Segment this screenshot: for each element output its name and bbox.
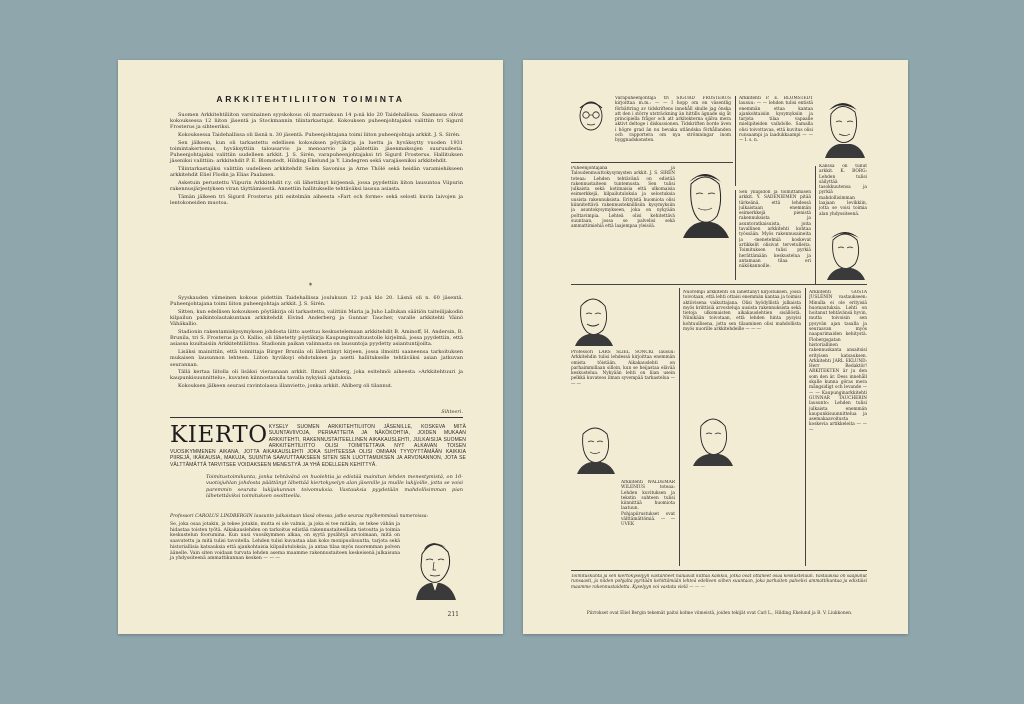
portrait-sonck-icon bbox=[571, 290, 615, 346]
kierto-intro-caps: KYSELY SUOMEN ARKKITEHTILIITON JÄSENILLE, KOSKEVA MITÄ SUUNTAVIIVOJA, PERIAATTEITA JA NÄKÖKOHTIA, JOIDEN MUKAAN ARKKITEHTI, RAKENNUSTAITEELLINEN AIKAKAUSLEHTI, JULKAISIJA SUOMEN ARKKITEHTILIITTO OLISI TOIMITETTAVA NYT ALKAVAN TOISEN VUOSIKYMMENEN AIKANA, JOTTA AIKAKAUSLEHTI JOKA SUHTEESSA OLISI OMIAAN TYYDYTTÄMÄÄN KAIKKIA PIIREJÄ, IKÄKAUSIA, MAKUJA, SUUNTIA SAAVUTTAAKSEEN SITEN SEN LUOTTAMUKSEN JA ARVONANNON, JOTA SE VÄLTTÄMÄTTÄ TARVITSEE VOIDAKSEEN MENESTYÄ JA YHÄ EDELLEEN KEHITTYÄ. bbox=[170, 424, 466, 468]
portrait-sketch-icon bbox=[689, 410, 735, 466]
siren-reply bbox=[571, 166, 675, 280]
column-divider bbox=[815, 166, 816, 284]
illustration-credits: Piirrokset ovat Eliel Bergin tekemät paitsi kolme viimeistä, joiden tekijät ovat Carl L., Hilding Ekelund ja B. V. Liukkonen. bbox=[586, 611, 853, 616]
borg-reply bbox=[819, 164, 867, 222]
paragraph: Puheenjohtajana ja Taloudenmuuttokysymysten arkkit. J. S. SIRÉN toteaa: Lehden tehtävänä on edistää rakennustaiteen tuntemusta. Sen tulisi julkaista sekä kotimaisia että ulkomaisia esimerkkejä, kilpailutuloksia ja selostuksia uusista rakennuksista. Erityistä huomiota olisi kiinnitettävä rakennusteknillisiin kysymyksiin ja asuntokysymykseen, joka on nykyään polttavimpia. Lehteä olisi kehitettävä suuntaan, jossa se palvelisi sekä ammattimiehiä että laajempaa yleisöä. bbox=[571, 166, 675, 230]
column-divider bbox=[679, 288, 680, 566]
paragraph: Sen jälkeen, kun oli tarkastettu edellisen kokouksen pöytäkirja ja luettu ja hyväksytty vuoden 1931 toimintakertomus, hyväksyttiin talousarvio ja menoarvio ja päätettiin jäsenmaksujen suuruudesta. Puheenjohtajaksi valittiin uudelleen arkkit. J. S. Sirén, varapuheenjohtajaksi tri Sigurd Frosterus. Hallituksen jäseniksi valittiin: arkkitehdit P. E. Blomstedt, Hilding Ekelund ja Y. Lindegren sekä varajäseniksi arkkitehdit. bbox=[170, 139, 463, 165]
siren-reply-continued bbox=[739, 190, 811, 280]
juslen-eklund-taucher-replies bbox=[809, 290, 867, 566]
young-architect-reply bbox=[683, 290, 801, 402]
paragraph: Arkkitehti WALDEMAR WILENIUS toteaa: Lehden kuvituksen ja tekstin suhteen tulisi kiinnittää huomiota laatuun. Pohjapiirustukset ovat välttämättömiä. — — UVEK bbox=[621, 480, 675, 528]
portrait-wilenius-icon bbox=[573, 420, 617, 474]
portrait-blomstedt-icon bbox=[817, 96, 867, 158]
frosterus-reply bbox=[615, 96, 731, 158]
meeting-report-december bbox=[170, 295, 463, 391]
paragraph: Sitten, kun edellisen kokouksen pöytäkirja oli tarkastettu, valittiin Maria ja Juho Lallukan säätiön taiteilijakodin kilpailun palkintolautakuntaan arkkitehdit Eivind Anderberg ja Gunnar Taucher, varalle arkkitehti Väinö Vähäkallio. bbox=[170, 308, 463, 328]
paragraph: Kokouksessa Taidehallissa oli läsnä n. 30 jäsentä. Puheenjohtajana toimi liiton puheenjohtaja arkkit. J. S. Sirén. bbox=[178, 132, 461, 139]
paragraph: Toimituskunta ja sen kiertokyselyyn vastanneet haluavat kiittää kaikkia, jotka ovat ottaneet osaa keskusteluun. Vastauksia on saapunut runsaasti, ja niiden pohjalta pyritään kehittämään lehteä edelleen siihen suuntaan, joka parhaiten palvelisi ammattikuntaa ja edistäisi maamme rakennustaidetta. Kyselyyn voi vastata vielä — — — bbox=[571, 574, 867, 590]
paragraph: Lisäksi mainittiin, että toimittaja Birger Brunila oli lähettänyt kirjeen, jossa ilmoitti saaneensa tarkoituksen mukaisen lausunnon lehteen. Liiton hyväksyi ehdotuksen ja asetti hallitukselle tehtäväksi asian jatkuvan seurannan. bbox=[170, 349, 463, 368]
portrait-borg-icon bbox=[823, 226, 867, 280]
right-page bbox=[523, 60, 908, 634]
paragraph: Tämän jälkeen tri Sigurd Frosterus piti esitelmän aiheesta »Fart och forme» sekä selosti kuvin laivojen ja lentokoneiden muotoa. bbox=[170, 193, 463, 207]
portrait-frosterus-icon bbox=[571, 96, 611, 140]
paragraph: Asketuin perustettu Viipurin Arkkitehdit r.y. oli lähettänyt kirjeensä, jossa pyydettiin liiton lausuntoa Viipurin rakennusjärjestyksen viran täyttämisestä. Annettiin hallitukselle tehtäväksi lausua asiasta. bbox=[170, 180, 463, 193]
page-number: 211 bbox=[447, 611, 459, 618]
paragraph: Suomen Arkkitehtiliiton varsinainen syyskokous oli marraskuun 14 p:nä klo 20 Taidehallissa. Saamassa olivat kokouksessa 12 liiton jäsentä ja Stockmannin tilintarkastajat. Kokouksen puheenjohtajaksi valittiin tri Sigurd Frosterus ja sihteeriksi. bbox=[170, 112, 463, 131]
paragraph: Sen ylläpidon ja toimittamisen arkkit. Y. SADENIEMEN pitää tärkeänä, että lehdessä julkaistaan enemmän esimerkkejä pienistä rakennuksista ja asuntoratkaisuista, joita tavallinen arkkitehti kohtaa työssään. Myös rakennusaineita ja -menetelmiä koskevat artikkelit olisivat tervetulleita. Toimituksen tulisi pyrkiä herättämään keskustelua ja antamaan tilaa eri näkökannoille. bbox=[739, 190, 811, 270]
kierto-italic-intro: Toimitustoimikunta, jonka tehtävänä on huolehtia ja edistää mainitun lehden menestymistä, on 10-vuotisjuhlan johdosta päättänyt lähettää kiertokyselyn alan jäsenille ja muille lukijoille, jotta se voisi paremmin seurata lukijakunnan toivomuksia. Vastauksia pyydetään mahdollisimman pian lähetettäviksi toimituksen osoitteella. bbox=[206, 474, 463, 499]
portrait-sketch-icon bbox=[404, 530, 464, 600]
kierto-title: KIERTO bbox=[170, 422, 268, 448]
paragraph: Se, joka osaa jotakin, ja tekee jotakin, mutta ei ole valmis, ja joka ei tee mitään, se tekee vähän ja hidastaa toisten työtä. Aikakauslehden on tarkoitus edistää rakennustaiteellista tietoutta ja toimia keskustelun foorumina. Kun uusi vuosikymmen alkaa, on syytä pysähtyä arvioimaan, mitä on saavutettu ja mitä tulisi tavoitella. Lehden tulisi kuvastaa alan koko monipuolisuutta, tarjota sekä historiallisia katsauksia että ajankohtaisia kilpailutuloksia, ja antaa tilaa myös nuoremman polven äänelle. Vain siten voidaan turvata lehden asema maamme rakennustaiteen keskeisenä julkaisuna ja yhdyssiteenä ammattikunnan kesken — — — bbox=[170, 522, 400, 562]
column-divider bbox=[735, 96, 736, 186]
paragraph: Nuorempi arkkitehti on lähettänyt kirjoituksen, jossa toivotaan, että lehti ottaisi enemmän kantaa ja toimisi aktiivisena vaikuttajana. Olisi hyödyllistä julkaista myös kriittisiä arvosteluja uusista rakennuksista sekä tietoja ulkomaisten aikakauslehtien sisällöstä. Niinikään toivotaan, että lehden hinta pysyisi kohtuullisena, jotta sen tilaaminen olisi mahdollista myös nuorille arkkitehdeille — — — bbox=[683, 290, 801, 333]
blomstedt-reply bbox=[739, 96, 813, 186]
editorial-note bbox=[571, 574, 867, 604]
divider bbox=[170, 417, 463, 418]
divider bbox=[571, 284, 867, 285]
paragraph: Arkkitehti P. E. BLOMSTEDT lausuu: — — lehden tulisi entistä enemmän ottaa kantaa ajankohtaisiin kysymyksiin ja tarjota tilaa vapaalle mielipiteiden vaihdolle. Samalla olisi toivottavaa, että kuvitus olisi runsaampi ja laadukkaampi — — — I. s. n. bbox=[739, 96, 813, 144]
portrait-siren-icon bbox=[679, 168, 731, 238]
column-divider bbox=[805, 288, 806, 566]
section-divider-star: * bbox=[308, 282, 313, 290]
signature: Sihteeri. bbox=[441, 409, 463, 415]
paragraph: Varapuheenjohtaja tri SIGURD FROSTERUS kirjoittaa m.m.: — — I hopp om en väsentlig förbättring av tidskriftens innehåll skulle jag önska att den i större utsträckning än hittills ägnade sig åt principiella frågor och att arkitekterna själva mera aktivt deltoge i diskussionen. Tidskriften borde även i högre grad än nu bevaka utländska förhållanden och rapportera om nya strömningar inom byggnadskonsten. bbox=[615, 96, 731, 144]
sonck-reply bbox=[571, 350, 675, 410]
paragraph: Tällä kertaa liitolla oli lisäksi vieraanaan arkkit. Ilmari Ahlberg, joka esitelmöi aiheesta »Arkkitehtuuri ja kaupunkisuunnittelu», kuvaten kiinnostavalla tavalla nykyisiä ajatuksia. bbox=[170, 369, 463, 382]
paragraph: Professori LARS SLIEL SONCKI lausuu: Arkkitehdin tulisi lehdessä kirjoittaa enemmän omista töistään. Aikakauslehti on parhaimmillaan silloin, kun se heijastaa elävää keskustelua. Nykyään lehti on liian usein pelkkä kuvateos ilman syvempää tarkastelua — — — bbox=[571, 350, 675, 387]
divider bbox=[571, 162, 733, 163]
page-title: ARKKITEHTILIITON TOIMINTA bbox=[216, 94, 405, 104]
meeting-report-autumn bbox=[170, 112, 463, 208]
kierto-caption: Professori CAROLUS LINDBERGIN lausunto julkaistaan tässä ohessa, jatko seuraa myöhemmissä numeroissa: bbox=[170, 514, 429, 519]
paragraph: Syyskauden viimeinen kokous pidettiin Taidehallissa joulukuun 12 p:nä klo 20. Läsnä oli n. 60 jäsentä. Puheenjohtajana toimi liiton puheenjohtaja arkkit. J. S. Sirén. bbox=[170, 295, 463, 308]
kierto-heading-block bbox=[170, 424, 466, 468]
column-divider bbox=[735, 190, 736, 280]
paragraph: Kokouksen jälkeen seurasi ravintolassa illanvietto, jonka arkkit. Ahlberg oli tilannut. bbox=[178, 383, 393, 390]
paragraph: Stadionin rakentamiskysymyksen johdosta liitto asettuu keskustelemaan arkkitehdit B. Aminoff, H. Andersin, B. Brunila, tri S. Frosterus ja O. Kallio, oli lähetetty pöytäkirja Kaupunginvaltuustolle kirjelmä, jossa pyydettiin, että asiassa kuultaisiin Arkkitehtiliittoa. Stadionin paikan valinnasta on lausuntoja pyydetty asiantuntijoilta. bbox=[170, 329, 463, 348]
kierto-body-text bbox=[170, 522, 400, 562]
paragraph: Arkkitehti GÖSTA JUSLÉNIN vastaukseen: Minulla ei ole erityisiä huomautuksia. Lehti on hoitanut tehtävänsä hyvin, mutta toivoisin sen pysyvän ajan tasalla ja seuraavan myös naapurimaiden kehitystä. Flobergsgatan historiallinen rakennuskanta ansaitsisi erityisen katsauksen. Arkkitehti JARL EKLUND: Herr Redaktör! ARKITEKTEN är ju den som den är. Dess innehåll skulle kunna göras mera mångsidigt och levande — — — Kaupunginarkkitehti GUNNAR TAUCHERIN lausunto: Lehden tulisi julkaista enemmän kaupunkisuunnittelua ja asemakaavoitusta koskevia artikkeleita — — — bbox=[809, 290, 867, 433]
wilenius-reply bbox=[621, 480, 675, 566]
paragraph: Kanssa on tullut arkkit. K. BORG: Lehden tulisi säilyttää tasokkuutensa ja pyrkiä mahdollisimman laajaan levikkiin, jotta se voisi toimia alan yhdyssiteenä. bbox=[819, 164, 867, 217]
left-page bbox=[118, 60, 503, 634]
paragraph: Tilintarkastajiksi valittiin uudelleen arkkitehdit Selim Savonius ja Arne Thölé sekä heidän varamiehikseen arkkitehdit Eliel Flodin ja Elias Paalanen. bbox=[170, 166, 463, 179]
divider bbox=[571, 570, 867, 571]
